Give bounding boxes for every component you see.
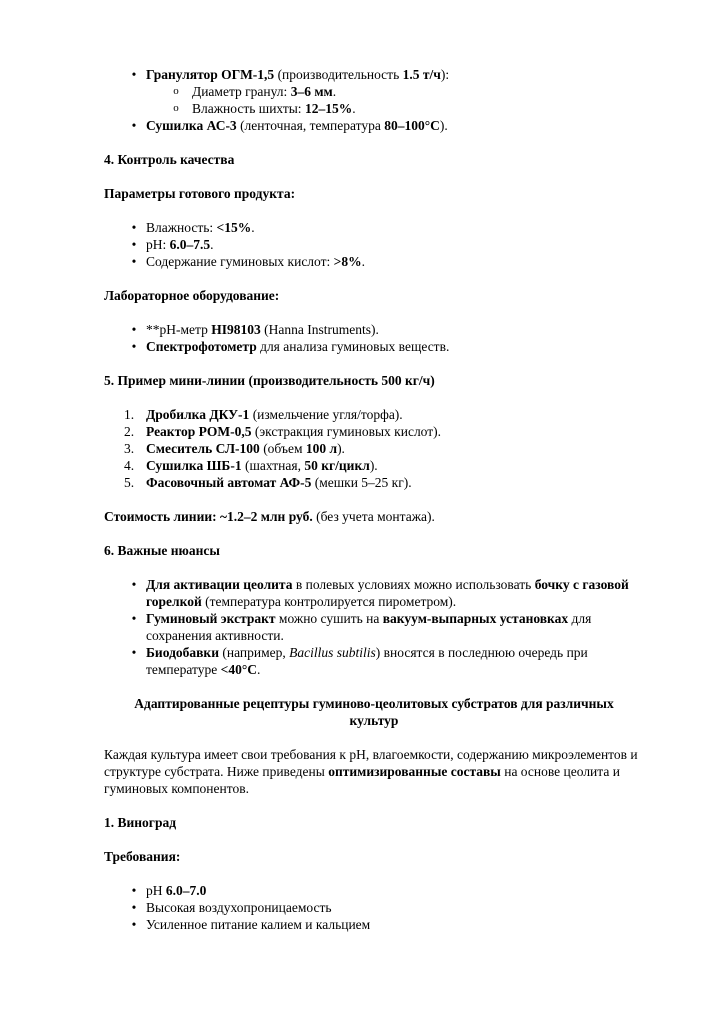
list-item: • Биодобавки (например, Bacillus subtilis) вносятся в последнюю очередь при температуре <40°С.	[104, 644, 644, 678]
list-item: 4. Сушилка ШБ-1 (шахтная, 50 кг/цикл).	[124, 458, 378, 473]
lab-list	[104, 321, 644, 355]
bullet-icon: •	[131, 339, 137, 354]
list-item: • Гуминовый экстракт можно сушить на вакуум-выпарных установках для сохранения активности.	[104, 610, 644, 644]
bullet-icon: •	[131, 254, 137, 269]
list-item: 5. Фасовочный автомат АФ-5 (мешки 5–25 кг).	[124, 475, 412, 490]
bullet-icon: •	[131, 322, 137, 337]
list-item: • pH: 6.0–7.5.	[104, 236, 644, 253]
section-heading: 1. Виноград	[104, 815, 177, 830]
circle-bullet-icon: o	[173, 102, 179, 114]
bullet-icon: •	[131, 900, 137, 915]
list-item: • Высокая воздухопроницаемость	[104, 899, 644, 916]
circle-bullet-icon: o	[173, 85, 179, 97]
line-cost: Стоимость линии: ~1.2–2 млн руб. (без учета монтажа).	[104, 509, 435, 524]
nuances-list	[104, 576, 644, 678]
list-item: 1. Дробилка ДКУ-1 (измельчение угля/торфа).	[124, 407, 403, 422]
bullet-icon: •	[131, 237, 137, 252]
list-item: • Спектрофотометр для анализа гуминовых веществ.	[104, 338, 644, 355]
list-item: • **pH-метр HI98103 (Hanna Instruments).	[104, 321, 644, 338]
recipes-title: Адаптированные рецептуры гуминово-цеолитовых субстратов для различных культур	[134, 696, 614, 728]
bullet-icon: •	[131, 645, 137, 660]
subheading: Лабораторное оборудование:	[104, 288, 280, 303]
requirements-list	[104, 882, 644, 933]
bullet-icon: •	[131, 611, 137, 626]
subheading: Параметры готового продукта:	[104, 186, 296, 201]
bullet-icon: •	[131, 883, 137, 898]
section-heading: 5. Пример мини-линии (производительность 500 кг/ч)	[104, 373, 435, 388]
list-item: • Содержание гуминовых кислот: >8%.	[104, 253, 644, 270]
list-item: • Гранулятор ОГМ-1,5 (производительность 1.5 т/ч):	[104, 66, 644, 83]
bullet-icon: •	[131, 220, 137, 235]
list-item: • pH 6.0–7.0	[104, 882, 644, 899]
subheading: Требования:	[104, 849, 181, 864]
equipment-list	[104, 66, 644, 134]
list-item: 2. Реактор РОМ-0,5 (экстракция гуминовых кислот).	[124, 424, 442, 439]
line-equipment-list	[104, 406, 644, 491]
bullet-icon: •	[131, 67, 137, 82]
list-item: o Диаметр гранул: 3–6 мм.	[104, 83, 644, 100]
list-item: • Сушилка АС-3 (ленточная, температура 80–100°С).	[104, 117, 644, 134]
list-item: • Влажность: <15%.	[104, 219, 644, 236]
list-item: o Влажность шихты: 12–15%.	[104, 100, 644, 117]
params-list	[104, 219, 644, 270]
bullet-icon: •	[131, 118, 137, 133]
bullet-icon: •	[131, 577, 137, 592]
bullet-icon: •	[131, 917, 137, 932]
document-page	[104, 66, 644, 933]
list-item: 3. Смеситель СЛ-100 (объем 100 л).	[124, 441, 345, 456]
intro-paragraph: Каждая культура имеет свои требования к pH, влагоемкости, содержанию микроэлементов и структуре субстрата. Ниже приведены оптимизированные составы на основе цеолита и гуминовых компонентов.	[104, 747, 638, 796]
section-heading: 4. Контроль качества	[104, 152, 235, 167]
section-heading: 6. Важные нюансы	[104, 543, 220, 558]
list-item: • Усиленное питание калием и кальцием	[104, 916, 644, 933]
list-item: • Для активации цеолита в полевых условиях можно использовать бочку с газовой горелкой (температура контролируется пирометром).	[104, 576, 644, 610]
